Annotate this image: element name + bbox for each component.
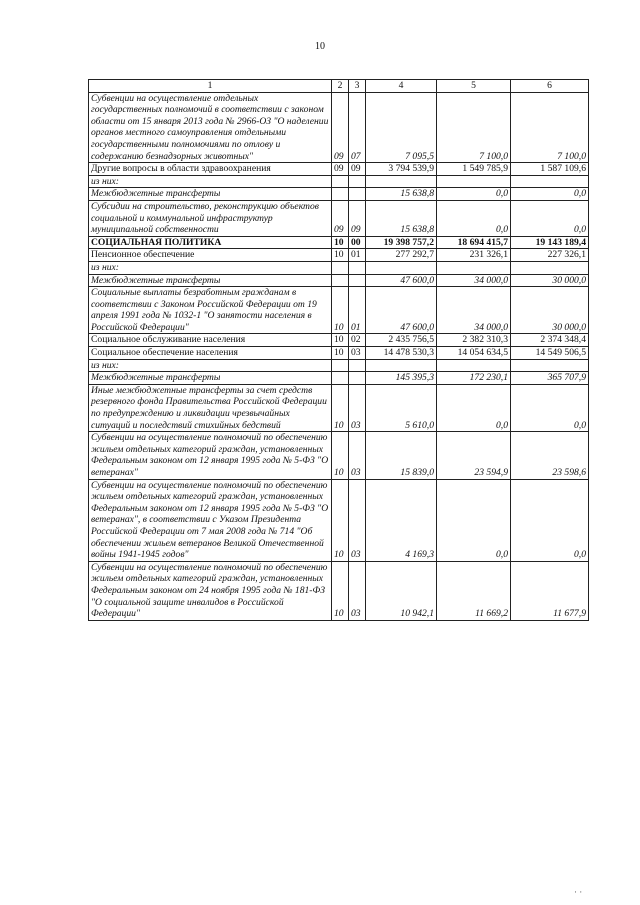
row-value-year2: 7 100,0	[437, 92, 511, 163]
row-subsection-code: 00	[349, 236, 366, 249]
row-value-year1: 47 600,0	[366, 287, 437, 334]
row-name-cell: Субсидии на строительство, реконструкцию объектов социальной и коммунальной инфраструктур муниципальной собственности	[89, 200, 332, 236]
row-section-code	[332, 274, 349, 287]
row-value-year2: 23 594,9	[437, 432, 511, 479]
row-value-year2: 0,0	[437, 200, 511, 236]
table-row	[89, 432, 589, 479]
row-value-year3	[511, 359, 589, 372]
row-value-year3: 7 100,0	[511, 92, 589, 163]
row-value-year2: 2 382 310,3	[437, 334, 511, 347]
row-name-cell: Межбюджетные трансферты	[89, 188, 332, 201]
row-section-code: 09	[332, 200, 349, 236]
row-value-year2: 14 054 634,5	[437, 347, 511, 360]
row-value-year2: 172 230,1	[437, 372, 511, 385]
row-section-code	[332, 175, 349, 188]
row-value-year3: 19 143 189,4	[511, 236, 589, 249]
row-value-year1: 15 638,8	[366, 188, 437, 201]
row-name-cell: Социальные выплаты безработным гражданам в соответствии с Законом Российской Федерации от 19 апреля 1991 года № 1032-1 "О занятости населения в Российской Федерации"	[89, 287, 332, 334]
row-section-code: 10	[332, 432, 349, 479]
budget-table	[88, 79, 589, 621]
row-value-year1: 277 292,7	[366, 249, 437, 262]
row-value-year2: 18 694 415,7	[437, 236, 511, 249]
row-value-year3: 2 374 348,4	[511, 334, 589, 347]
table-row	[89, 200, 589, 236]
row-value-year2	[437, 359, 511, 372]
row-name-cell: Межбюджетные трансферты	[89, 372, 332, 385]
header-cell: 5	[437, 80, 511, 93]
row-section-code: 10	[332, 249, 349, 262]
row-name-cell: Межбюджетные трансферты	[89, 274, 332, 287]
row-value-year3: 0,0	[511, 188, 589, 201]
row-section-code: 09	[332, 163, 349, 176]
row-subsection-code	[349, 372, 366, 385]
row-subsection-code: 03	[349, 479, 366, 561]
table-row	[89, 274, 589, 287]
row-value-year2: 34 000,0	[437, 274, 511, 287]
row-value-year2: 0,0	[437, 188, 511, 201]
row-value-year1: 7 095,5	[366, 92, 437, 163]
table-row	[89, 347, 589, 360]
row-value-year1	[366, 175, 437, 188]
row-subsection-code: 03	[349, 561, 366, 620]
row-subsection-code: 07	[349, 92, 366, 163]
row-value-year1: 2 435 756,5	[366, 334, 437, 347]
row-subsection-code: 03	[349, 347, 366, 360]
row-value-year1: 15 839,0	[366, 432, 437, 479]
row-name-cell: Субвенции на осуществление полномочий по обеспечению жильем отдельных категорий граждан, установленных Федеральным законом от 12 января 1995 года № 5-ФЗ "О ветеранах", в соответствии с Указом Президента Российской Федерации от 7 мая 2008 года № 714 "Об обеспечении жильем ветеранов Великой Отечественной войны 1941-1945 годов"	[89, 479, 332, 561]
row-subsection-code: 03	[349, 432, 366, 479]
table-row	[89, 92, 589, 163]
row-section-code: 10	[332, 347, 349, 360]
row-subsection-code: 03	[349, 384, 366, 431]
row-value-year1: 4 169,3	[366, 479, 437, 561]
table-row	[89, 261, 589, 274]
row-value-year3	[511, 175, 589, 188]
table-header-row	[89, 80, 589, 93]
row-section-code: 09	[332, 92, 349, 163]
table-row	[89, 479, 589, 561]
row-subsection-code: 02	[349, 334, 366, 347]
table-row	[89, 249, 589, 262]
row-value-year1	[366, 261, 437, 274]
row-value-year1: 3 794 539,9	[366, 163, 437, 176]
row-subsection-code	[349, 274, 366, 287]
row-value-year3	[511, 261, 589, 274]
row-name-cell: Другие вопросы в области здравоохранения	[89, 163, 332, 176]
row-value-year3: 30 000,0	[511, 274, 589, 287]
row-section-code: 10	[332, 479, 349, 561]
row-value-year2	[437, 261, 511, 274]
row-value-year3: 365 707,9	[511, 372, 589, 385]
row-name-cell: Субвенции на осуществление отдельных государственных полномочий в соответствии с законом области от 15 января 2013 года № 2966-ОЗ "О наделении органов местного самоуправления отдельными государственными полномочиями по отлову и содержанию безнадзорных животных"	[89, 92, 332, 163]
row-name-cell: из них:	[89, 261, 332, 274]
table-row	[89, 334, 589, 347]
row-value-year2: 0,0	[437, 479, 511, 561]
row-name-cell: Социальное обслуживание населения	[89, 334, 332, 347]
row-name-cell: из них:	[89, 175, 332, 188]
header-cell: 1	[89, 80, 332, 93]
row-value-year2: 34 000,0	[437, 287, 511, 334]
header-cell: 2	[332, 80, 349, 93]
header-cell: 6	[511, 80, 589, 93]
row-value-year3: 0,0	[511, 479, 589, 561]
table-row	[89, 188, 589, 201]
row-value-year2: 0,0	[437, 384, 511, 431]
row-value-year1: 10 942,1	[366, 561, 437, 620]
scan-mark: · ·	[574, 887, 583, 897]
row-value-year3: 227 326,1	[511, 249, 589, 262]
table-row	[89, 561, 589, 620]
row-value-year3: 0,0	[511, 200, 589, 236]
row-subsection-code: 01	[349, 249, 366, 262]
row-value-year2: 1 549 785,9	[437, 163, 511, 176]
row-value-year1: 47 600,0	[366, 274, 437, 287]
row-section-code	[332, 261, 349, 274]
row-value-year2	[437, 175, 511, 188]
table-row	[89, 372, 589, 385]
row-value-year1: 19 398 757,2	[366, 236, 437, 249]
table-row	[89, 236, 589, 249]
row-value-year3: 0,0	[511, 384, 589, 431]
row-name-cell: Иные межбюджетные трансферты за счет средств резервного фонда Правительства Российской Федерации по предупреждению и ликвидации чрезвычайных ситуаций и последствий стихийных бедствий	[89, 384, 332, 431]
row-value-year3: 11 677,9	[511, 561, 589, 620]
row-name-cell: Субвенции на осуществление полномочий по обеспечению жильем отдельных категорий граждан, установленных Федеральным законом от 24 ноября 1995 года № 181-ФЗ "О социальной защите инвалидов в Российской Федерации"	[89, 561, 332, 620]
table-row	[89, 175, 589, 188]
row-subsection-code	[349, 188, 366, 201]
row-name-cell: из них:	[89, 359, 332, 372]
row-section-code: 10	[332, 561, 349, 620]
row-value-year1: 145 395,3	[366, 372, 437, 385]
row-subsection-code: 09	[349, 200, 366, 236]
row-section-code: 10	[332, 287, 349, 334]
row-section-code	[332, 359, 349, 372]
row-name-cell: Пенсионное обеспечение	[89, 249, 332, 262]
row-subsection-code: 09	[349, 163, 366, 176]
row-name-cell: Субвенции на осуществление полномочий по обеспечению жильем отдельных категорий граждан, установленных Федеральным законом от 12 января 1995 года № 5-ФЗ "О ветеранах"	[89, 432, 332, 479]
row-value-year3: 14 549 506,5	[511, 347, 589, 360]
row-subsection-code	[349, 175, 366, 188]
row-value-year1: 5 610,0	[366, 384, 437, 431]
row-subsection-code	[349, 359, 366, 372]
row-value-year3: 23 598,6	[511, 432, 589, 479]
table-row	[89, 163, 589, 176]
row-section-code	[332, 372, 349, 385]
row-value-year1: 14 478 530,3	[366, 347, 437, 360]
page-number: 10	[315, 41, 325, 52]
row-name-cell: Социальное обеспечение населения	[89, 347, 332, 360]
row-value-year2: 231 326,1	[437, 249, 511, 262]
row-value-year2: 11 669,2	[437, 561, 511, 620]
header-cell: 3	[349, 80, 366, 93]
row-section-code	[332, 188, 349, 201]
row-value-year3: 30 000,0	[511, 287, 589, 334]
row-name-cell: СОЦИАЛЬНАЯ ПОЛИТИКА	[89, 236, 332, 249]
table-row	[89, 384, 589, 431]
table-row	[89, 287, 589, 334]
row-value-year1	[366, 359, 437, 372]
row-section-code: 10	[332, 384, 349, 431]
row-section-code: 10	[332, 236, 349, 249]
row-subsection-code: 01	[349, 287, 366, 334]
row-value-year3: 1 587 109,6	[511, 163, 589, 176]
row-value-year1: 15 638,8	[366, 200, 437, 236]
table-row	[89, 359, 589, 372]
row-subsection-code	[349, 261, 366, 274]
row-section-code: 10	[332, 334, 349, 347]
header-cell: 4	[366, 80, 437, 93]
